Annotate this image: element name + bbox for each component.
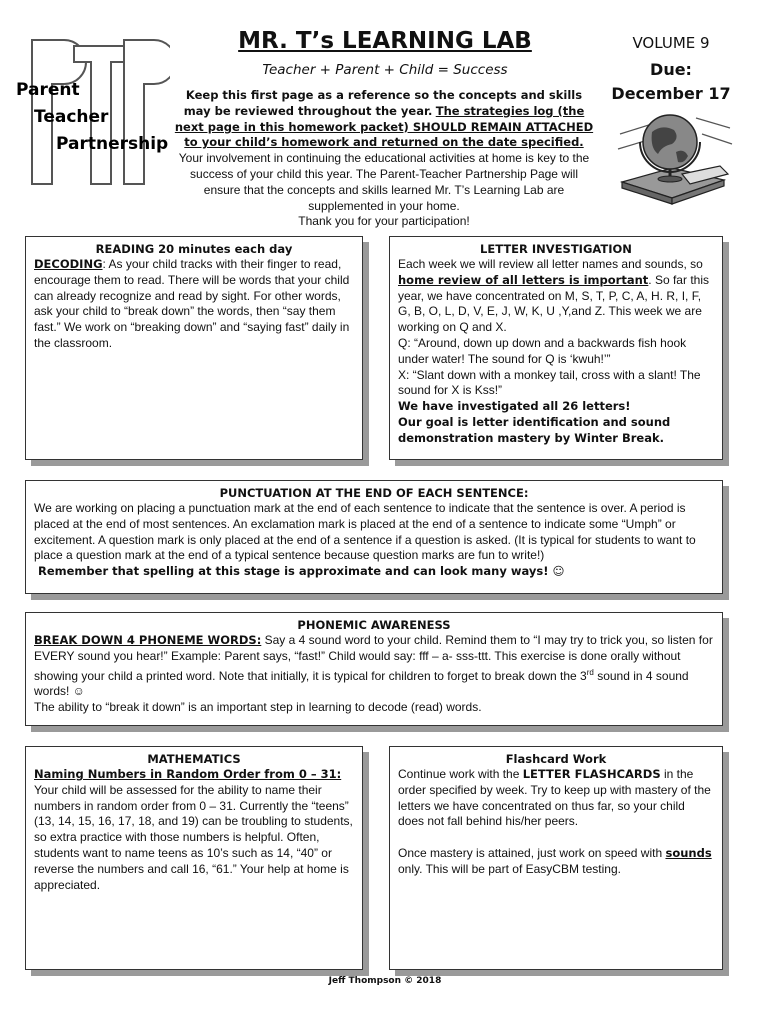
phonemic-label: BREAK DOWN 4 PHONEME WORDS: (34, 633, 262, 647)
letters-text1-underlined: home review of all letters is important (398, 272, 649, 287)
volume-label: VOLUME 9 (632, 34, 710, 52)
reading-heading: READING 20 minutes each day (95, 242, 293, 256)
phonemic-sup: rd (586, 667, 594, 677)
math-text: Your child will be assessed for the ability to name their numbers in random order from 0 – 31. Currently the “teens” (13, 14, 15, 16, 17, 18, and 19) can be troubling to students, so extra practice with those numbers is helpful. Often, students want to name teens as 10’s such as 14, “40” or reverse the numbers and call 16, “61.” Your help at home is appreciated. (34, 782, 353, 892)
letters-bold2: Our goal is letter identification and sound demonstration mastery by Winter Break. (398, 414, 671, 445)
logo-word-parent: Parent (16, 80, 80, 100)
flashcard-box (389, 746, 723, 970)
footer-credit: Jeff Thompson © 2018 (328, 976, 442, 986)
due-date: December 17 (611, 84, 731, 103)
flashcard-heading: Flashcard Work (505, 752, 607, 766)
reading-box (25, 236, 363, 460)
letters-text1-rest: . So far this year, we have concentrated on M, S, T, P, C, A, H. R, I, F, G, B, O, L, D, V, E, J, W, K, U ,Y,and Z. This week we are working on Q and X. (398, 272, 709, 335)
flashcard-text1-bold: LETTER FLASHCARDS (522, 767, 661, 781)
phonemic-text (34, 633, 714, 700)
flashcard-text1 (398, 767, 714, 830)
flashcard-text2-a: Once mastery is attained, just work on speed with (398, 846, 666, 861)
reading-text (34, 257, 354, 352)
phonemic-end: sound in 4 sound words! ☺ (34, 668, 689, 699)
letters-x: X: “Slant down with a monkey tail, cross with a slant! The sound for X is Kss!” (398, 367, 701, 398)
math-box (25, 746, 363, 970)
intro-text: Your involvement in continuing the educational activities at home is key to the success of your child this year. The Parent-Teacher Partnership Page will ensure that the concepts and skills learned Mr. T’s Learning Lab are supplemented in your home. (178, 151, 590, 213)
flashcard-text1-rest: in the order specified by week. Try to keep up with mastery of the letters we have concentrated on thus far, so your child does not fall behind his/her peers. (398, 767, 711, 829)
punctuation-box (25, 480, 723, 594)
letters-bold1: We have investigated all 26 letters! (398, 399, 631, 414)
reading-body: : As your child tracks with their finger to read, encourage them to read. There will be words that your child can already recognize and read by sight. For other words, ask your child to “break down” the words, then “say them fast.” We work on “breaking down” and “saying fast” daily in the classroom. (34, 257, 350, 350)
phonemic-heading: PHONEMIC AWARENESS (297, 618, 451, 632)
globe-and-books-icon (612, 104, 736, 214)
intro-thanks: Thank you for your participation! (298, 214, 470, 229)
decoding-label: DECODING (34, 257, 103, 271)
flashcard-text2-bold: sounds (665, 846, 712, 861)
due-label: Due: (650, 60, 692, 79)
punctuation-bold: Remember that spelling at this stage is approximate and can look many ways! ☺ (38, 564, 565, 579)
flashcard-text1-a: Continue work with the (398, 767, 523, 781)
phonemic-body: Say a 4 sound word to your child. Remind them to “I may try to trick you, so listen for EVERY sound you hear!” Example: Parent says, “fast!” Child would say: fff – a- sss-ttt. This exercise is done orally without showing your child a printed word. Note that initially, it is typical for children to forget to break down the 3 (34, 633, 713, 683)
math-label: Naming Numbers in Random Order from 0 – 31: (34, 767, 342, 781)
phonemic-text2: The ability to “break it down” is an important step in learning to decode (read) words. (34, 700, 482, 715)
flashcard-text2-rest: only. This will be part of EasyCBM testing. (398, 861, 621, 876)
intro-bold: Keep this first page as a reference so the concepts and skills may be reviewed throughout the year. (183, 88, 583, 118)
letters-q: Q: “Around, down up down and a backwards fish hook under water! The sound for Q is ‘kwuh!’” (398, 335, 687, 366)
flashcard-text2 (398, 846, 714, 878)
intro-bold-underlined: The strategies log (the next page in this homework packet) SHOULD REMAIN ATTACHED to your child’s homework and returned on the date specified. (174, 103, 594, 150)
letters-text1: Each week we will review all letter names and sounds, so (398, 257, 703, 271)
page-title: MR. T’s LEARNING LAB (238, 28, 532, 54)
intro-paragraph (172, 88, 596, 230)
math-heading: MATHEMATICS (147, 752, 241, 766)
letters-heading: LETTER INVESTIGATION (480, 242, 632, 256)
punctuation-text: We are working on placing a punctuation mark at the end of each sentence to indicate that the sentence is over. A period is placed at the end of most sentences. An exclamation mark is placed at the end of a sentence to indicate some “Umph” or excitement. A question mark is only placed at the end of a sentence if a question is asked. (It is typical for students to want to place a question mark at the end of a typical sentence because question marks are fun to write!) (34, 501, 696, 563)
letter-investigation-box (389, 236, 723, 460)
logo-word-partnership: Partnership (56, 134, 169, 154)
page-subtitle: Teacher + Parent + Child = Success (262, 62, 508, 78)
phonemic-box (25, 612, 723, 726)
logo-word-teacher: Teacher (34, 107, 109, 127)
letters-intro (398, 257, 714, 336)
punctuation-heading: PUNCTUATION AT THE END OF EACH SENTENCE: (219, 486, 529, 500)
due-block (606, 58, 736, 106)
